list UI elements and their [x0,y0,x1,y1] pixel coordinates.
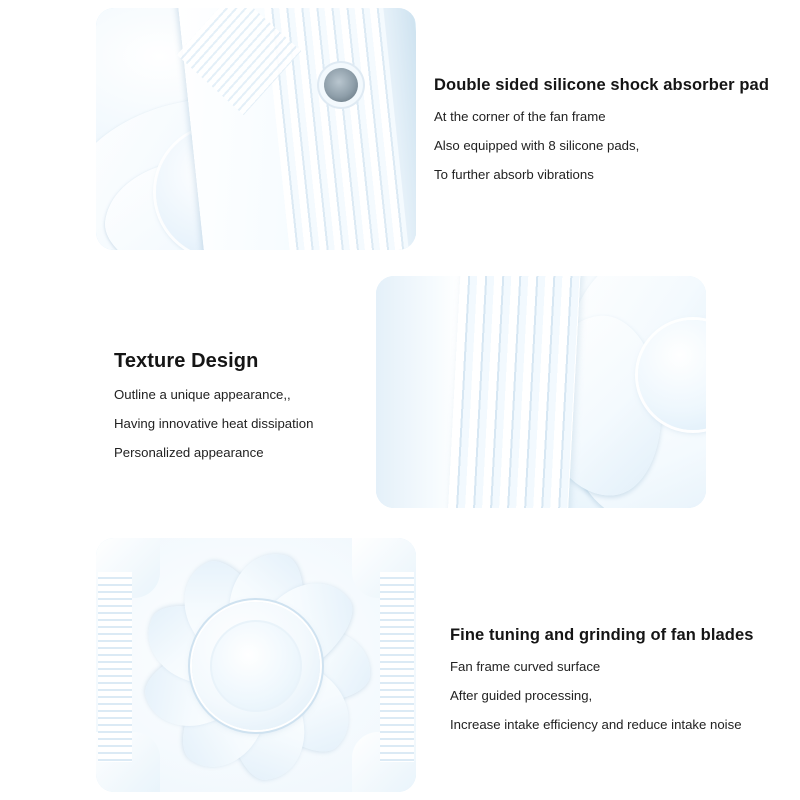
frame-texture-ribs [447,276,580,508]
feature-line: Fan frame curved surface [450,659,601,674]
fan-rotor [120,544,392,788]
feature-line: Outline a unique appearance,, [114,387,291,402]
feature-line: Having innovative heat dissipation [114,416,314,431]
feature-line: Increase intake efficiency and reduce intake noise [450,717,742,732]
fan-hub-inner [210,620,302,712]
fan-blades-photo-inner [96,538,416,792]
silicone-pad-textblock [434,76,769,182]
frame-edge-shape [376,276,460,508]
feature-title: Texture Design [114,350,259,372]
texture-design-textblock [114,350,313,460]
silicone-pad-photo-inner [96,8,416,250]
texture-design-photo [376,276,706,508]
texture-design-photo-inner [376,276,706,508]
silicone-pad-photo [96,8,416,250]
feature-line: At the corner of the fan frame [434,109,606,124]
feature-title: Fine tuning and grinding of fan blades [450,626,754,644]
feature-line: After guided processing, [450,688,593,703]
fan-blades-photo [96,538,416,792]
feature-line: Personalized appearance [114,445,264,460]
feature-line: Also equipped with 8 silicone pads, [434,138,640,153]
feature-line: To further absorb vibrations [434,167,594,182]
fan-blades-textblock [450,626,754,732]
feature-title: Double sided silicone shock absorber pad [434,76,769,94]
